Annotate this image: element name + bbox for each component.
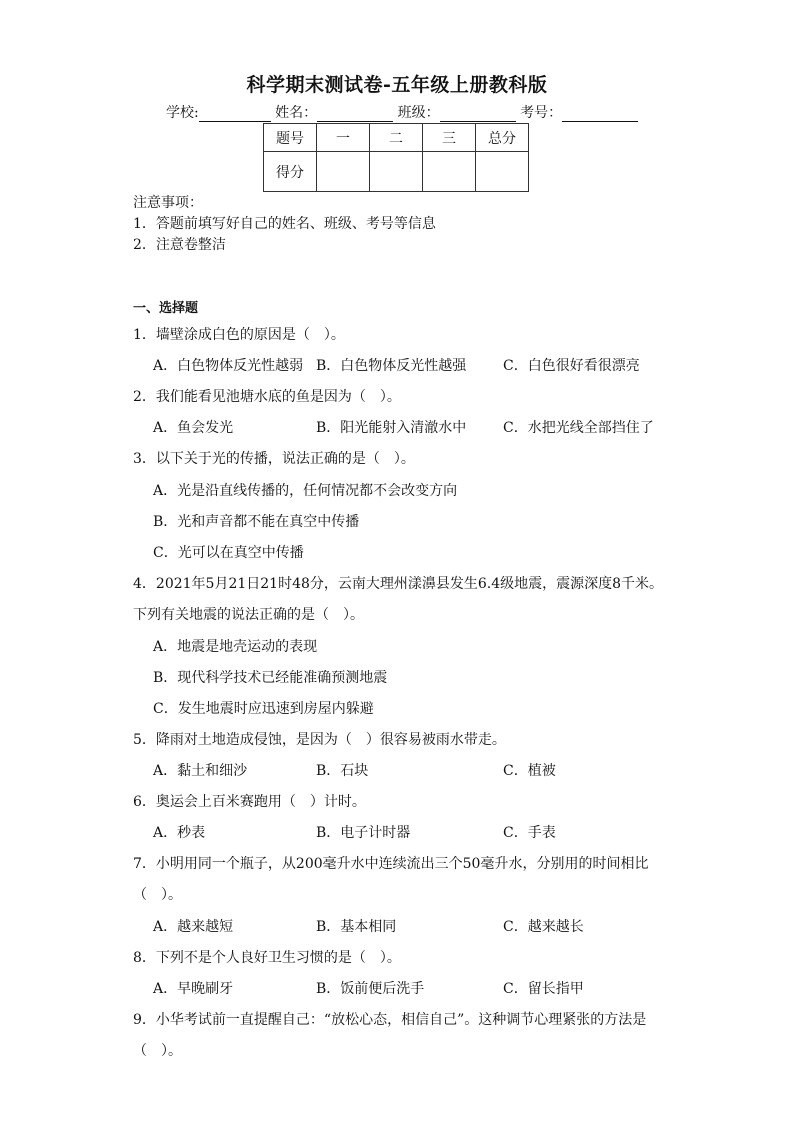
question-stem: 7．小明用同一个瓶子，从200毫升水中连续流出三个50毫升水，分别用的时间相比 — [133, 856, 649, 872]
option-c[interactable]: C．白色很好看很漂亮 — [503, 358, 640, 374]
option-a[interactable]: A．白色物体反光性越弱 — [153, 358, 304, 374]
score-cell[interactable] — [476, 152, 529, 192]
option-c[interactable]: C．手表 — [503, 825, 556, 841]
question-stem: 2．我们能看见池塘水底的鱼是因为（ ）。 — [133, 389, 401, 405]
question-stem: 5．降雨对土地造成侵蚀，是因为（ ）很容易被雨水带走。 — [133, 732, 506, 748]
option-c[interactable]: C．水把光线全部挡住了 — [503, 420, 654, 436]
question-stem: 4．2021年5月21日21时48分，云南大理州漾濞县发生6.4级地震，震源深度8千米。 — [133, 576, 664, 592]
option-a[interactable]: A．秒表 — [153, 825, 206, 841]
question-stem: 6．奥运会上百米赛跑用（ ）计时。 — [133, 794, 366, 810]
option-a[interactable]: A．鱼会发光 — [153, 420, 234, 436]
option-b[interactable]: B．光和声音都不能在真空中传播 — [153, 514, 360, 530]
question-stem: 9．小华考试前一直提醒自己：“放松心态，相信自己”。这种调节心理紧张的方法是 — [133, 1012, 647, 1028]
school-blank[interactable] — [199, 107, 271, 122]
option-c[interactable]: C．植被 — [503, 763, 556, 779]
score-table-score-row — [264, 152, 529, 192]
notes-heading: 注意事项： — [133, 195, 203, 211]
question-stem-continued: （ ）。 — [133, 1043, 182, 1059]
option-b[interactable]: B．白色物体反光性越强 — [316, 358, 467, 374]
name-blank[interactable] — [317, 107, 393, 122]
question-stem-continued: （ ）。 — [133, 887, 182, 903]
notes-block — [133, 193, 436, 256]
option-b[interactable]: B．饭前便后洗手 — [316, 981, 425, 997]
question-stem: 3．以下关于光的传播，说法正确的是（ ）。 — [133, 451, 415, 467]
score-header-cell: 题号 — [264, 124, 317, 152]
score-cell[interactable] — [317, 152, 370, 192]
score-cell[interactable] — [423, 152, 476, 192]
option-a[interactable]: A．早晚刷牙 — [153, 981, 234, 997]
option-c[interactable]: C．留长指甲 — [503, 981, 584, 997]
school-label: 学校: — [166, 105, 199, 121]
question-stem: 1．墙壁涂成白色的原因是（ ）。 — [133, 327, 345, 343]
option-c[interactable]: C．光可以在真空中传播 — [153, 545, 304, 561]
option-c[interactable]: C．发生地震时应迅速到房屋内躲避 — [153, 701, 374, 717]
number-label: 考号： — [520, 105, 563, 121]
option-a[interactable]: A．黏土和细沙 — [153, 763, 248, 779]
score-table-header-row — [264, 124, 529, 152]
option-b[interactable]: B．石块 — [316, 763, 369, 779]
score-cell[interactable] — [370, 152, 423, 192]
section-heading: 一、选择题 — [133, 301, 199, 316]
option-c[interactable]: C．越来越长 — [503, 919, 584, 935]
score-header-cell: 二 — [370, 124, 423, 152]
option-b[interactable]: B．阳光能射入清澈水中 — [316, 420, 467, 436]
class-label: 班级： — [397, 105, 440, 121]
number-blank[interactable] — [562, 107, 638, 122]
student-info-line — [166, 102, 638, 122]
page-title: 科学期末测试卷-五年级上册教科版 — [246, 74, 548, 96]
notes-item: 1．答题前填写好自己的姓名、班级、考号等信息 — [133, 216, 436, 232]
name-label: 姓名： — [275, 105, 318, 121]
option-b[interactable]: B．基本相同 — [316, 919, 397, 935]
question-stem: 8．下列不是个人良好卫生习惯的是（ ）。 — [133, 950, 401, 966]
score-row-label: 得分 — [264, 152, 317, 192]
option-b[interactable]: B．电子计时器 — [316, 825, 411, 841]
notes-item: 2．注意卷整洁 — [133, 237, 226, 253]
score-header-cell: 总分 — [476, 124, 529, 152]
score-header-cell: 一 — [317, 124, 370, 152]
question-stem-continued: 下列有关地震的说法正确的是（ ）。 — [133, 607, 364, 623]
option-a[interactable]: A．越来越短 — [153, 919, 234, 935]
option-a[interactable]: A．光是沿直线传播的，任何情况都不会改变方向 — [153, 483, 458, 499]
score-header-cell: 三 — [423, 124, 476, 152]
option-a[interactable]: A．地震是地壳运动的表现 — [153, 639, 318, 655]
option-b[interactable]: B．现代科学技术已经能准确预测地震 — [153, 670, 388, 686]
class-blank[interactable] — [440, 107, 516, 122]
score-table — [263, 123, 529, 192]
